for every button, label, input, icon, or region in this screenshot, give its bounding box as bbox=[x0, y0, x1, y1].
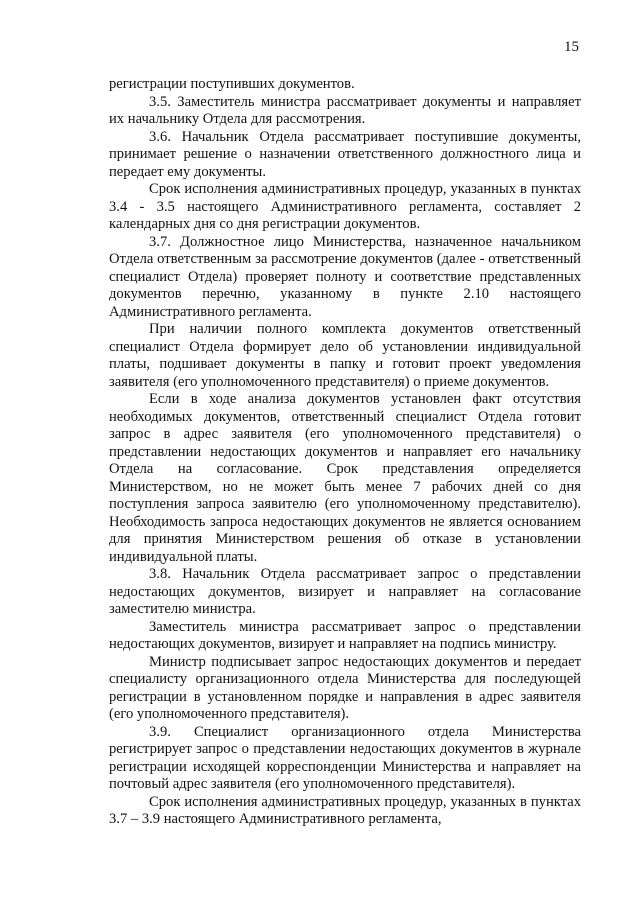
paragraph-minister-signs: Министр подписывает запрос недостающих документов и передает специалисту организационного отдела Министерства для последующей регистрации в установленном порядке и направления в адрес заявителя (его уполномоченного представителя). bbox=[109, 653, 581, 722]
paragraph-missing-documents: Если в ходе анализа документов установлен факт отсутствия необходимых документов, ответственный специалист Отдела готовит запрос в адрес заявителя (его уполномоченного представителя) о представлении недостающих документов и направляет его начальнику Отдела на согласование. Срок представления определяется Министерством, но не может быть менее 7 рабочих дней со дня поступления запроса заявителю (его уполномоченному представителю). Необходимость запроса недостающих документов не является основанием для принятия Министерством решения об отказе в установлении индивидуальной платы. bbox=[109, 391, 581, 565]
document-body bbox=[109, 76, 581, 829]
paragraph-complete-set: При наличии полного комплекта документов ответственный специалист Отдела формирует дело об установлении индивидуальной платы, подшивает документы в папку и готовит проект уведомления заявителя (его уполномоченного представителя) о приеме документов. bbox=[109, 321, 581, 390]
paragraph-deputy-minister: Заместитель министра рассматривает запрос о представлении недостающих документов, визирует и направляет на подпись министру. bbox=[109, 618, 581, 652]
paragraph-3-9: 3.9. Специалист организационного отдела Министерства регистрирует запрос о представлении недостающих документов в журнале регистрации исходящей корреспонденции Министерства и направляет на почтовый адрес заявителя (его уполномоченного представителя). bbox=[109, 723, 581, 792]
page-number: 15 bbox=[564, 39, 579, 55]
paragraph-registration-continuation: регистрации поступивших документов. bbox=[109, 76, 355, 92]
paragraph-3-8: 3.8. Начальник Отдела рассматривает запрос о представлении недостающих документов, визирует и направляет на согласование заместителю министра. bbox=[109, 566, 581, 617]
paragraph-deadline-3-7-3-9: Срок исполнения административных процедур, указанных в пунктах 3.7 – 3.9 настоящего Административного регламента, bbox=[109, 793, 581, 827]
paragraph-3-5: 3.5. Заместитель министра рассматривает документы и направляет их начальнику Отдела для рассмотрения. bbox=[109, 93, 581, 127]
paragraph-3-6: 3.6. Начальник Отдела рассматривает поступившие документы, принимает решение о назначении ответственного должностного лица и передает ему документы. bbox=[109, 128, 581, 180]
paragraph-deadline-3-4-3-5: Срок исполнения административных процедур, указанных в пунктах 3.4 - 3.5 настоящего Административного регламента, составляет 2 календарных дня со дня регистрации документов. bbox=[109, 181, 581, 232]
paragraph-3-7: 3.7. Должностное лицо Министерства, назначенное начальником Отдела ответственным за рассмотрение документов (далее - ответственный специалист Отдела) проверяет полноту и соответствие представленных документов перечню, указанному в пункте 2.10 настоящего Административного регламента. bbox=[109, 233, 581, 320]
